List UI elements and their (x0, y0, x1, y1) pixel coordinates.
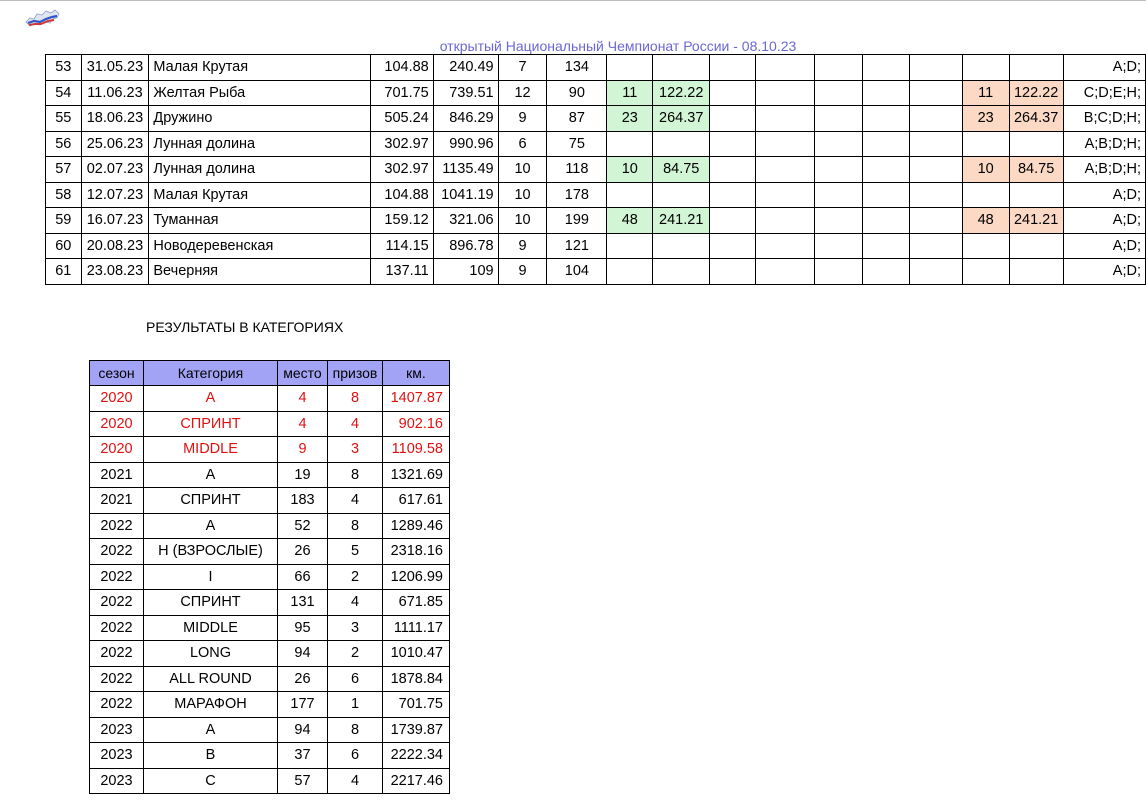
peach-place (962, 259, 1009, 285)
peach-km: 264.37 (1009, 106, 1063, 132)
peach-place: 48 (962, 208, 1009, 234)
race-categories: A;D; (1063, 208, 1145, 234)
result-category: A (144, 513, 278, 539)
race-value-4: 178 (547, 182, 607, 208)
result-season: 2021 (90, 462, 144, 488)
empty-cell (815, 182, 863, 208)
result-season: 2022 (90, 666, 144, 692)
result-season: 2021 (90, 488, 144, 514)
green-place (607, 259, 653, 285)
result-place: 183 (278, 488, 328, 514)
race-date: 12.07.23 (81, 182, 149, 208)
empty-cell (863, 259, 909, 285)
result-prizes: 6 (328, 666, 383, 692)
result-category: B (144, 743, 278, 769)
race-name: Вечерняя (149, 259, 371, 285)
race-value-4: 199 (547, 208, 607, 234)
race-value-2: 109 (433, 259, 498, 285)
green-km: 122.22 (653, 80, 710, 106)
empty-cell (815, 106, 863, 132)
green-place: 11 (607, 80, 653, 106)
result-category: ALL ROUND (144, 666, 278, 692)
result-row (90, 590, 450, 616)
category-results-table (89, 360, 450, 794)
result-season: 2023 (90, 717, 144, 743)
result-prizes: 6 (328, 743, 383, 769)
result-place: 94 (278, 717, 328, 743)
empty-cell (863, 131, 909, 157)
race-name: Дружино (149, 106, 371, 132)
race-number: 58 (46, 182, 82, 208)
race-date: 16.07.23 (81, 208, 149, 234)
race-value-3: 9 (498, 233, 547, 259)
result-place: 94 (278, 641, 328, 667)
result-km: 1206.99 (383, 564, 450, 590)
result-place: 37 (278, 743, 328, 769)
race-categories: A;B;D;H; (1063, 131, 1145, 157)
result-season: 2022 (90, 564, 144, 590)
race-value-3: 7 (498, 55, 547, 81)
peach-place: 23 (962, 106, 1009, 132)
race-date: 20.08.23 (81, 233, 149, 259)
race-number: 60 (46, 233, 82, 259)
race-value-3: 9 (498, 259, 547, 285)
race-row (46, 233, 1146, 259)
green-km (653, 259, 710, 285)
header-season: сезон (90, 361, 144, 386)
result-row (90, 717, 450, 743)
result-prizes: 4 (328, 590, 383, 616)
empty-cell (909, 233, 962, 259)
race-value-4: 134 (547, 55, 607, 81)
empty-cell (710, 106, 756, 132)
empty-cell (815, 80, 863, 106)
race-value-1: 302.97 (371, 131, 434, 157)
empty-cell (710, 131, 756, 157)
peach-km (1009, 55, 1063, 81)
result-row (90, 768, 450, 794)
peach-place: 10 (962, 157, 1009, 183)
race-number: 55 (46, 106, 82, 132)
empty-cell (756, 131, 815, 157)
race-date: 31.05.23 (81, 55, 149, 81)
green-place: 48 (607, 208, 653, 234)
empty-cell (863, 106, 909, 132)
green-place (607, 55, 653, 81)
result-km: 1111.17 (383, 615, 450, 641)
result-row (90, 437, 450, 463)
race-row (46, 106, 1146, 132)
race-value-2: 240.49 (433, 55, 498, 81)
result-season: 2020 (90, 437, 144, 463)
empty-cell (815, 208, 863, 234)
results-section-title: РЕЗУЛЬТАТЫ В КАТЕГОРИЯХ (146, 319, 344, 335)
result-category: LONG (144, 641, 278, 667)
result-place: 19 (278, 462, 328, 488)
result-prizes: 1 (328, 692, 383, 718)
result-place: 66 (278, 564, 328, 590)
race-value-4: 90 (547, 80, 607, 106)
empty-cell (710, 208, 756, 234)
green-km (653, 131, 710, 157)
peach-place: 11 (962, 80, 1009, 106)
result-place: 26 (278, 666, 328, 692)
race-value-2: 990.96 (433, 131, 498, 157)
result-place: 9 (278, 437, 328, 463)
header-category: Категория (144, 361, 278, 386)
result-row (90, 513, 450, 539)
header-prizes: призов (328, 361, 383, 386)
race-value-4: 87 (547, 106, 607, 132)
empty-cell (909, 259, 962, 285)
result-season: 2022 (90, 615, 144, 641)
result-season: 2022 (90, 590, 144, 616)
race-row (46, 55, 1146, 81)
green-place (607, 131, 653, 157)
empty-cell (756, 55, 815, 81)
race-row (46, 259, 1146, 285)
empty-cell (710, 157, 756, 183)
result-prizes: 4 (328, 488, 383, 514)
race-name: Малая Крутая (149, 55, 371, 81)
result-row (90, 666, 450, 692)
race-name: Желтая Рыба (149, 80, 371, 106)
race-value-3: 10 (498, 208, 547, 234)
empty-cell (863, 182, 909, 208)
race-value-2: 1135.49 (433, 157, 498, 183)
race-number: 54 (46, 80, 82, 106)
result-season: 2022 (90, 513, 144, 539)
race-name: Малая Крутая (149, 182, 371, 208)
result-place: 57 (278, 768, 328, 794)
result-season: 2023 (90, 768, 144, 794)
empty-cell (710, 259, 756, 285)
race-categories: C;D;E;H; (1063, 80, 1145, 106)
race-value-4: 104 (547, 259, 607, 285)
green-km: 84.75 (653, 157, 710, 183)
empty-cell (710, 233, 756, 259)
race-categories: A;B;D;H; (1063, 157, 1145, 183)
empty-cell (909, 208, 962, 234)
result-prizes: 4 (328, 411, 383, 437)
header-place: место (278, 361, 328, 386)
race-value-2: 1041.19 (433, 182, 498, 208)
race-value-1: 137.11 (371, 259, 434, 285)
green-place: 23 (607, 106, 653, 132)
race-row (46, 182, 1146, 208)
race-row (46, 131, 1146, 157)
race-value-2: 739.51 (433, 80, 498, 106)
result-season: 2020 (90, 386, 144, 412)
race-date: 25.06.23 (81, 131, 149, 157)
empty-cell (909, 55, 962, 81)
peach-km (1009, 182, 1063, 208)
green-place (607, 182, 653, 208)
result-season: 2023 (90, 743, 144, 769)
empty-cell (815, 131, 863, 157)
result-category: MIDDLE (144, 615, 278, 641)
race-date: 18.06.23 (81, 106, 149, 132)
race-name: Новодеревенская (149, 233, 371, 259)
peach-km: 84.75 (1009, 157, 1063, 183)
peach-place (962, 55, 1009, 81)
race-date: 11.06.23 (81, 80, 149, 106)
peach-km: 241.21 (1009, 208, 1063, 234)
peach-km: 122.22 (1009, 80, 1063, 106)
race-row (46, 80, 1146, 106)
result-km: 617.61 (383, 488, 450, 514)
race-value-3: 12 (498, 80, 547, 106)
result-km: 671.85 (383, 590, 450, 616)
empty-cell (815, 55, 863, 81)
race-name: Туманная (149, 208, 371, 234)
empty-cell (815, 233, 863, 259)
header-km: км. (383, 361, 450, 386)
race-value-1: 505.24 (371, 106, 434, 132)
race-date: 02.07.23 (81, 157, 149, 183)
race-value-1: 114.15 (371, 233, 434, 259)
race-number: 57 (46, 157, 82, 183)
result-category: СПРИНТ (144, 488, 278, 514)
result-prizes: 8 (328, 513, 383, 539)
result-km: 1289.46 (383, 513, 450, 539)
empty-cell (863, 157, 909, 183)
race-categories: B;C;D;H; (1063, 106, 1145, 132)
result-km: 1010.47 (383, 641, 450, 667)
peach-place (962, 182, 1009, 208)
green-place: 10 (607, 157, 653, 183)
result-prizes: 3 (328, 437, 383, 463)
race-value-1: 159.12 (371, 208, 434, 234)
empty-cell (909, 157, 962, 183)
result-prizes: 4 (328, 768, 383, 794)
result-row (90, 411, 450, 437)
result-row (90, 462, 450, 488)
empty-cell (756, 233, 815, 259)
races-table (45, 54, 1146, 285)
empty-cell (815, 157, 863, 183)
result-category: A (144, 717, 278, 743)
race-value-1: 701.75 (371, 80, 434, 106)
empty-cell (863, 208, 909, 234)
peach-km (1009, 131, 1063, 157)
page-title: открытый Национальный Чемпионат России - 08.10.23 (439, 38, 797, 54)
race-value-2: 846.29 (433, 106, 498, 132)
race-value-1: 302.97 (371, 157, 434, 183)
category-results-header-row (90, 361, 450, 386)
result-category: СПРИНТ (144, 411, 278, 437)
result-season: 2020 (90, 411, 144, 437)
result-km: 1878.84 (383, 666, 450, 692)
race-value-3: 9 (498, 106, 547, 132)
result-prizes: 2 (328, 564, 383, 590)
green-km: 241.21 (653, 208, 710, 234)
result-km: 902.16 (383, 411, 450, 437)
result-place: 52 (278, 513, 328, 539)
race-value-2: 321.06 (433, 208, 498, 234)
race-row (46, 208, 1146, 234)
result-place: 95 (278, 615, 328, 641)
green-km (653, 182, 710, 208)
result-season: 2022 (90, 641, 144, 667)
green-place (607, 233, 653, 259)
result-prizes: 8 (328, 386, 383, 412)
result-km: 2222.34 (383, 743, 450, 769)
result-category: H (ВЗРОСЛЫЕ) (144, 539, 278, 565)
race-categories: A;D; (1063, 182, 1145, 208)
result-place: 177 (278, 692, 328, 718)
result-prizes: 8 (328, 717, 383, 743)
result-season: 2022 (90, 539, 144, 565)
race-row (46, 157, 1146, 183)
empty-cell (756, 182, 815, 208)
empty-cell (710, 55, 756, 81)
empty-cell (863, 55, 909, 81)
russia-map-logo-icon (22, 6, 62, 30)
race-categories: A;D; (1063, 259, 1145, 285)
result-row (90, 692, 450, 718)
empty-cell (863, 80, 909, 106)
result-season: 2022 (90, 692, 144, 718)
race-number: 61 (46, 259, 82, 285)
result-row (90, 743, 450, 769)
empty-cell (756, 106, 815, 132)
peach-place (962, 233, 1009, 259)
empty-cell (710, 182, 756, 208)
empty-cell (909, 131, 962, 157)
result-category: I (144, 564, 278, 590)
empty-cell (710, 80, 756, 106)
result-prizes: 8 (328, 462, 383, 488)
peach-km (1009, 259, 1063, 285)
green-km (653, 55, 710, 81)
result-km: 1739.87 (383, 717, 450, 743)
empty-cell (909, 182, 962, 208)
race-value-4: 121 (547, 233, 607, 259)
result-km: 701.75 (383, 692, 450, 718)
top-divider (0, 0, 1146, 1)
result-row (90, 564, 450, 590)
race-number: 59 (46, 208, 82, 234)
result-row (90, 386, 450, 412)
race-name: Лунная долина (149, 131, 371, 157)
race-value-3: 6 (498, 131, 547, 157)
result-category: C (144, 768, 278, 794)
result-row (90, 615, 450, 641)
result-place: 131 (278, 590, 328, 616)
peach-place (962, 131, 1009, 157)
result-km: 1407.87 (383, 386, 450, 412)
result-prizes: 2 (328, 641, 383, 667)
peach-km (1009, 233, 1063, 259)
result-category: МАРАФОН (144, 692, 278, 718)
result-prizes: 3 (328, 615, 383, 641)
race-value-3: 10 (498, 182, 547, 208)
result-km: 1321.69 (383, 462, 450, 488)
result-place: 4 (278, 411, 328, 437)
green-km (653, 233, 710, 259)
race-value-4: 118 (547, 157, 607, 183)
race-number: 53 (46, 55, 82, 81)
race-number: 56 (46, 131, 82, 157)
result-category: A (144, 386, 278, 412)
empty-cell (909, 80, 962, 106)
result-km: 2217.46 (383, 768, 450, 794)
result-category: СПРИНТ (144, 590, 278, 616)
empty-cell (756, 208, 815, 234)
result-place: 26 (278, 539, 328, 565)
race-value-4: 75 (547, 131, 607, 157)
race-value-1: 104.88 (371, 182, 434, 208)
result-row (90, 641, 450, 667)
race-value-1: 104.88 (371, 55, 434, 81)
race-categories: A;D; (1063, 233, 1145, 259)
result-row (90, 539, 450, 565)
race-value-3: 10 (498, 157, 547, 183)
result-prizes: 5 (328, 539, 383, 565)
result-km: 2318.16 (383, 539, 450, 565)
green-km: 264.37 (653, 106, 710, 132)
result-category: MIDDLE (144, 437, 278, 463)
race-date: 23.08.23 (81, 259, 149, 285)
empty-cell (863, 233, 909, 259)
empty-cell (756, 80, 815, 106)
result-place: 4 (278, 386, 328, 412)
result-row (90, 488, 450, 514)
race-name: Лунная долина (149, 157, 371, 183)
empty-cell (756, 259, 815, 285)
empty-cell (815, 259, 863, 285)
result-category: A (144, 462, 278, 488)
empty-cell (756, 157, 815, 183)
result-km: 1109.58 (383, 437, 450, 463)
empty-cell (909, 106, 962, 132)
race-value-2: 896.78 (433, 233, 498, 259)
race-categories: A;D; (1063, 55, 1145, 81)
